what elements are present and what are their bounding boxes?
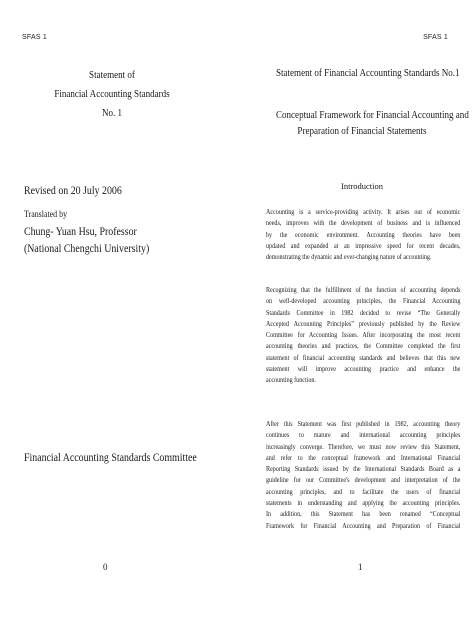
text-line: updated and expanded at an impressive speed for recent decades, [266, 241, 461, 250]
text-line: by the economic environment. Accounting theories have been [266, 230, 461, 239]
translator-affiliation: (National Chengchi University) [24, 243, 150, 255]
paragraph-3 [266, 419, 460, 532]
text-line: Committee for Accounting Issues. After incorporating the most recent [266, 331, 461, 340]
translator-name: Chung- Yuan Hsu, Professor [24, 226, 137, 238]
page-number-left: 0 [103, 562, 108, 572]
text-line: demonstrating the dynamic and ever-changing nature of accounting. [266, 253, 432, 262]
text-line: In addition, this Statement has been renamed “Conceptual [266, 510, 461, 519]
text-line: Reporting Standards issued by the International Standards Board as a [266, 465, 461, 474]
title-line: Statement of [89, 70, 135, 81]
revised-date: Revised on 20 July 2006 [24, 185, 122, 197]
text-line: and refer to the conceptual framework and International Financial [266, 453, 461, 462]
translated-by-label: Translated by [24, 209, 68, 219]
text-line: statements in understanding and applying the accounting principles. [266, 499, 461, 508]
paragraph-2 [266, 285, 460, 387]
introduction-heading: Introduction [340, 181, 384, 191]
text-line: continues to mature and international accounting principles [266, 431, 461, 440]
title-line: No. 1 [101, 108, 123, 119]
text-line: accounting theories and practices, the Committee completed the first [266, 342, 461, 351]
text-line: statement of financial accounting standards and believes that this new [266, 353, 461, 362]
right-page-subtitle [276, 108, 469, 140]
left-page-title [35, 66, 190, 123]
text-line: After this Statement was first published in 1982, accounting theory [266, 420, 461, 428]
text-line: statement will improve accounting practice and enhance the [266, 365, 461, 374]
right-page-title: Statement of Financial Accounting Standards No.1 [276, 68, 460, 79]
header-tag-left: SFAS 1 [22, 34, 47, 41]
text-line: guideline for our Committee's development and interpretation of the [266, 476, 461, 485]
subtitle-line: Conceptual Framework for Financial Accounting and [276, 110, 469, 121]
text-line: on well-developed accounting principles, the Financial Accounting [266, 297, 461, 306]
text-line: accounting function. [266, 376, 316, 385]
header-tag-right: SFAS 1 [423, 34, 448, 41]
title-line: Financial Accounting Standards [54, 89, 170, 100]
text-line: needs, improves with the development of business and is influenced [266, 219, 461, 228]
text-line: Recognizing that the fulfillment of the function of accounting depends [266, 286, 461, 294]
text-line: increasingly converge. Therefore, we must now review this Statement, [266, 442, 461, 451]
subtitle-line: Preparation of Financial Statements [297, 126, 427, 137]
page-number-right: 1 [358, 562, 363, 572]
text-line: Framework for Financial Accounting and Preparation of Financial [266, 521, 461, 530]
committee-name: Financial Accounting Standards Committee [24, 452, 197, 464]
text-line: accounting principles, and to facilitate the users of financial [266, 487, 461, 496]
paragraph-1 [266, 207, 460, 263]
text-line: Accounting is a service-providing activity. It arises out of economic [266, 208, 461, 216]
text-line: Standards Committee in 1982 decided to revise “The Generally [266, 308, 461, 317]
text-line: Accepted Accounting Principles” previously published by the Review [266, 319, 461, 328]
translator-info [24, 224, 149, 258]
